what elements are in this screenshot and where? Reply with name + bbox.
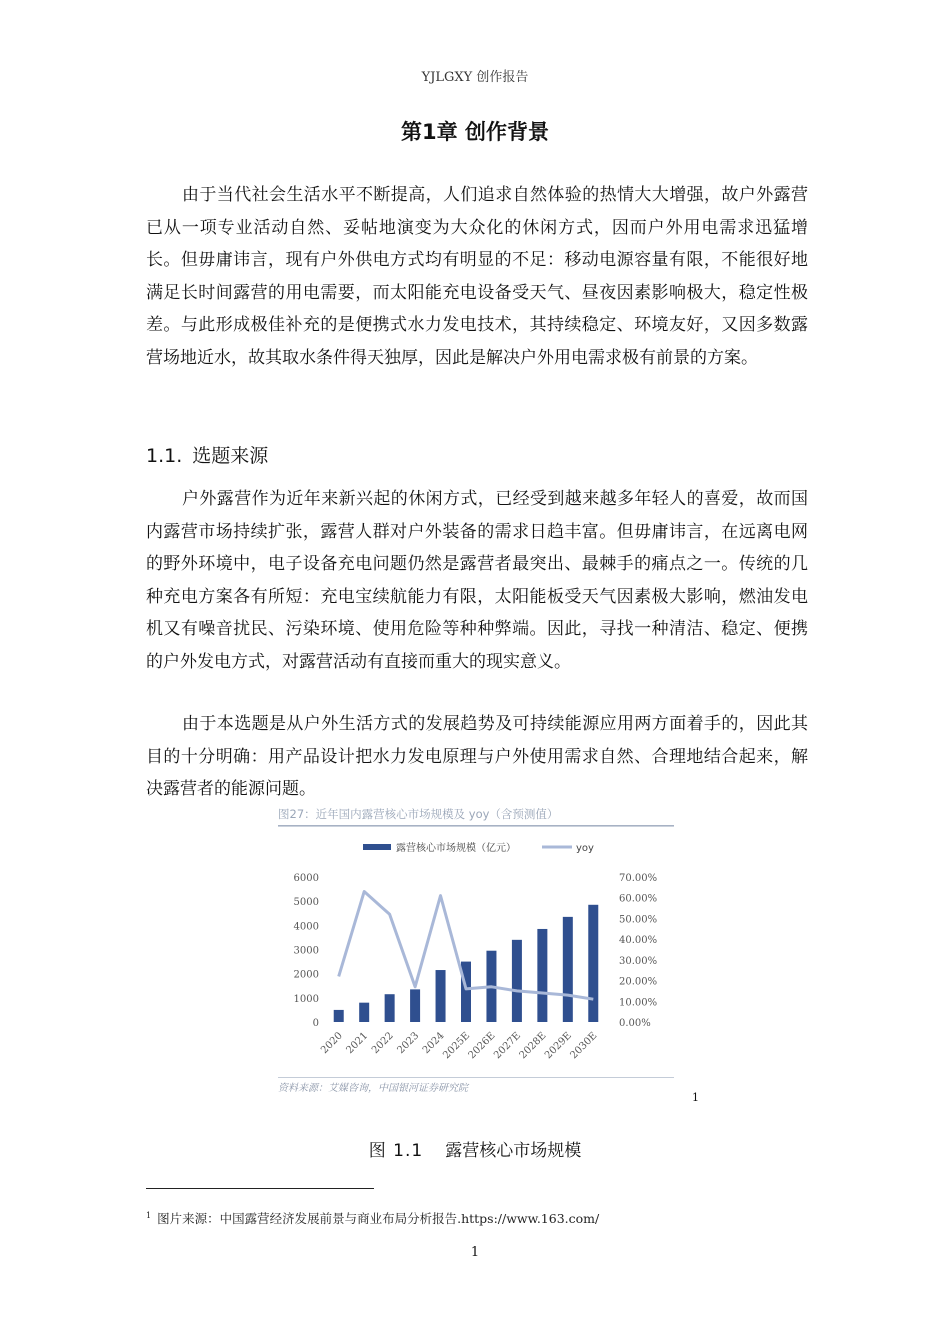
page-header: YJLGXY 创作报告 (421, 70, 529, 85)
section-number: 1.1. (146, 445, 183, 467)
x-tick-label: 2027E (492, 1030, 524, 1062)
legend-bar-swatch (363, 844, 391, 850)
y2-tick-label: 40.00% (619, 935, 658, 947)
y-tick-label: 3000 (293, 945, 319, 957)
bar-2030E (588, 905, 598, 1022)
y2-tick-label: 0.00% (619, 1018, 651, 1029)
bar-2023 (410, 989, 420, 1022)
bar-2029E (563, 917, 573, 1022)
bar-2027E (512, 940, 522, 1022)
x-tick-label: 2021 (344, 1030, 371, 1057)
footnote-mark: 1 (146, 1210, 152, 1220)
footnote-reference: 1 (692, 1091, 699, 1104)
footnote (146, 1209, 599, 1227)
y2-tick-label: 10.00% (619, 997, 658, 1009)
x-tick-label: 2026E (466, 1030, 498, 1062)
chart-title: 图27：近年国内露营核心市场规模及 yoy（含预测值） (278, 807, 559, 821)
paragraph-2: 户外露营作为近年来新兴起的休闲方式，已经受到越来越多年轻人的喜爱，故而国内露营市场持续扩张，露营人群对户外装备的需求日趋丰富。但毋庸讳言，在远离电网的野外环境中，电子设备充电问题仍然是露营者最突出、最棘手的痛点之一。传统的几种充电方案各有所短：充电宝续航能力有限，太阳能板受天气因素极大影响，燃油发电机又有噪音扰民、污染环境、使用危险等种种弊端。因此，寻找一种清洁、稳定、便携的户外发电方式，对露营活动有直接而重大的现实意义。 (146, 489, 808, 672)
x-tick-label: 2030E (568, 1030, 600, 1062)
bar-2028E (537, 929, 547, 1022)
bar-2021 (359, 1003, 369, 1022)
chart-bottom-rule (278, 1077, 674, 1078)
footnote-text: 图片来源：中国露营经济发展前景与商业布局分析报告.https://www.163.com/ (157, 1211, 600, 1226)
y-tick-label: 1000 (293, 993, 319, 1005)
paragraph-3: 由于本选题是从户外生活方式的发展趋势及可持续能源应用两方面着手的，因此其目的十分明确：用产品设计把水力发电原理与户外使用需求自然、合理地结合起来，解决露营者的能源问题。 (146, 714, 808, 800)
y2-tick-label: 50.00% (619, 914, 658, 926)
chapter-title: 第1章 创作背景 (401, 120, 549, 144)
market-size-chart (256, 800, 684, 1105)
y2-tick-label: 60.00% (619, 893, 658, 905)
x-tick-label: 2028E (517, 1030, 549, 1062)
x-tick-label: 2023 (395, 1030, 422, 1057)
y-tick-label: 4000 (293, 921, 319, 933)
section-title: 选题来源 (192, 445, 269, 467)
caption-text: 露营核心市场规模 (445, 1141, 582, 1161)
y2-tick-label: 20.00% (619, 976, 658, 988)
legend-bar-label: 露营核心市场规模（亿元） (396, 843, 516, 854)
legend-line-label: yoy (576, 843, 594, 854)
bar-2020 (334, 1010, 344, 1022)
caption-label: 图 1.1 (368, 1141, 424, 1161)
page-number: 1 (470, 1245, 480, 1260)
chart-title-rule (278, 825, 674, 827)
section-heading (146, 441, 268, 468)
y-tick-label: 0 (312, 1018, 319, 1029)
figure-caption (0, 1136, 950, 1161)
chart-source: 资料来源：艾媒咨询，中国银河证券研究院 (278, 1083, 468, 1094)
x-tick-label: 2024 (420, 1030, 447, 1057)
y-tick-label: 6000 (293, 873, 319, 884)
bar-2022 (385, 994, 395, 1022)
paragraph-1: 由于当代社会生活水平不断提高，人们追求自然体验的热情大大增强，故户外露营已从一项专业活动自然、妥帖地演变为大众化的休闲方式，因而户外用电需求迅猛增长。但毋庸讳言，现有户外供电方式均有明显的不足：移动电源容量有限，不能很好地满足长时间露营的用电需要，而太阳能充电设备受天气、昼夜因素影响极大，稳定性极差。与此形成极佳补充的是便携式水力发电技术，其持续稳定、环境友好，又因多数露营场地近水，故其取水条件得天独厚，因此是解决户外用电需求极有前景的方案。 (146, 185, 808, 368)
footnote-divider (146, 1188, 374, 1189)
y-tick-label: 5000 (293, 897, 319, 909)
bar-2024 (436, 970, 446, 1022)
y2-tick-label: 30.00% (619, 955, 658, 967)
y-tick-label: 2000 (293, 969, 319, 981)
x-tick-label: 2020 (319, 1030, 345, 1057)
x-tick-label: 2025E (441, 1030, 473, 1062)
x-tick-label: 2029E (543, 1030, 574, 1062)
y2-tick-label: 70.00% (619, 873, 658, 884)
x-tick-label: 2022 (369, 1030, 396, 1057)
